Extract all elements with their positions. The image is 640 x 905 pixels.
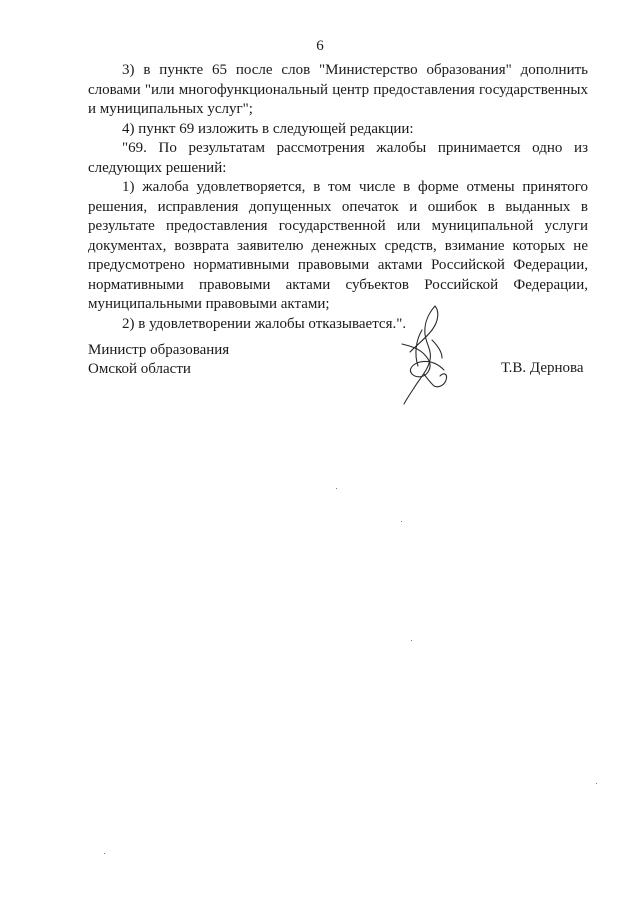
- scan-speck: [336, 488, 337, 489]
- document-body: [88, 61, 588, 334]
- scan-speck: [104, 853, 105, 854]
- paragraph-item-3: 3) в пункте 65 после слов "Министерство образования" дополнить словами "или многофункциональный центр предоставления государственных и муниципальных услуг";: [88, 62, 588, 117]
- paragraph-point-69: "69. По результатам рассмотрения жалобы принимается одно из следующих решений:: [88, 140, 588, 176]
- paragraph-decision-2: 2) в удовлетворении жалобы отказывается.".: [122, 315, 407, 332]
- signer-title: [88, 341, 229, 379]
- scan-speck: [596, 783, 597, 784]
- scan-speck: [401, 521, 402, 522]
- handwritten-signature: [388, 300, 468, 410]
- signer-name: Т.В. Дернова: [501, 360, 584, 376]
- scan-speck: [411, 640, 412, 641]
- paragraph-decision-1: 1) жалоба удовлетворяется, в том числе в форме отмены принятого решения, исправления допущенных опечаток и ошибок в выданных в результате предоставления государственной или муниципальной услуги документах, возврата заявителю денежных средств, взимание которых не предусмотрено нормативными правовыми актами Российской Федерации, нормативными правовыми актами субъектов Российской Федерации, муниципальными правовыми актами;: [88, 179, 588, 312]
- signer-title-line2: Омской области: [88, 361, 191, 377]
- signer-title-line1: Министр образования: [88, 342, 230, 358]
- page-number: 6: [316, 38, 324, 54]
- paragraph-item-4: 4) пункт 69 изложить в следующей редакции:: [122, 120, 414, 137]
